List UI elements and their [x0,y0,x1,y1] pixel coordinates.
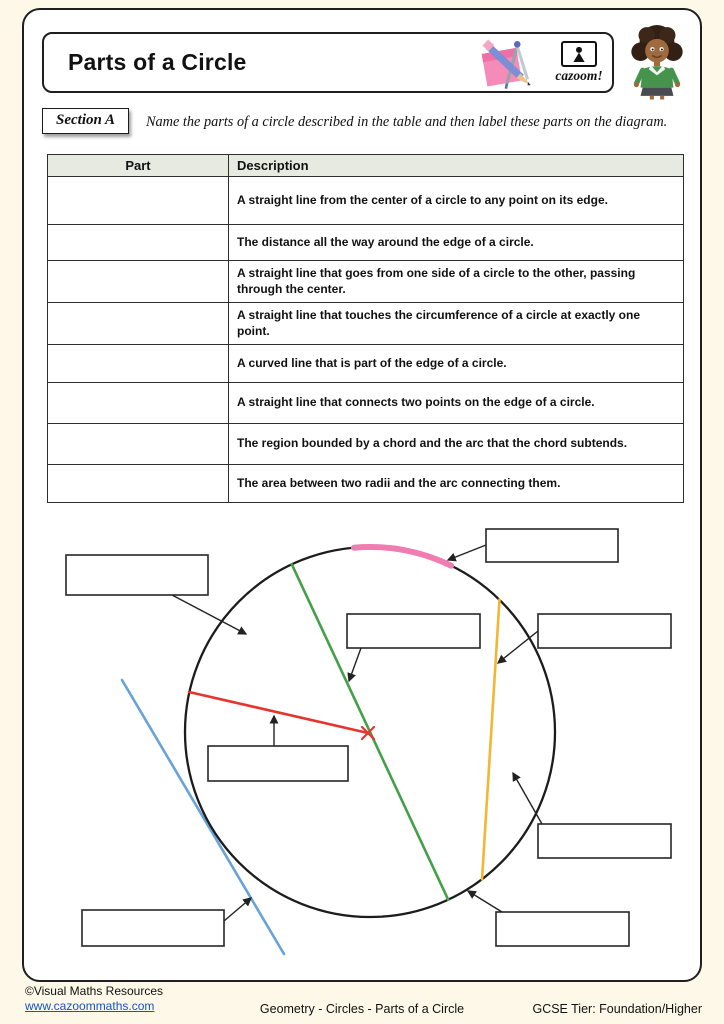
part-answer-cell [48,225,229,261]
description-cell: A straight line that connects two points on the edge of a circle. [229,383,684,424]
label-arrow-segment [513,773,542,824]
pointer-arrows [172,545,542,921]
answer-label-box [538,614,671,648]
part-answer-cell [48,261,229,303]
answer-label-box [208,746,348,781]
description-cell: A curved line that is part of the edge of a circle. [229,345,684,383]
character-shirt [641,66,674,88]
table-header-description: Description [229,155,684,177]
answer-label-box [486,529,618,562]
table-row [48,261,684,303]
table-header-row [48,155,684,177]
part-answer-cell [48,424,229,465]
description-cell: The region bounded by a chord and the arc that the chord subtends. [229,424,684,465]
footer-breadcrumb: Geometry - Circles - Parts of a Circle [259,1002,465,1016]
label-arrow-diameter [349,648,361,681]
answer-label-box [538,824,671,858]
page-title: Parts of a Circle [68,49,247,75]
stationery-icon [476,36,542,96]
table-header-part: Part [48,155,229,177]
description-cell: The area between two radii and the arc connecting them. [229,465,684,503]
table-row [48,345,684,383]
arc-highlight [354,547,451,566]
cazoom-logo [542,41,616,84]
answer-label-box [496,912,629,946]
answer-label-box [66,555,208,595]
part-answer-cell [48,177,229,225]
table-row [48,177,684,225]
student-character-illustration [624,24,690,104]
website-link[interactable]: www.cazoommaths.com [25,999,155,1014]
table-row [48,465,684,503]
cazoom-logo-text: cazoom! [555,68,603,83]
footer-tier: GCSE Tier: Foundation/Higher [532,1002,702,1016]
chord-line [482,600,500,880]
answer-label-box [347,614,480,648]
label-arrow-circumference [172,595,246,634]
table-row [48,383,684,424]
parts-table [47,154,684,503]
circle-diagram [24,507,704,969]
answer-label-box [82,910,224,946]
label-arrow-sector [468,891,502,912]
part-answer-cell [48,383,229,424]
copyright-text: ©Visual Maths Resources [25,984,164,998]
table-row [48,225,684,261]
label-arrow-chord [498,631,538,663]
label-arrow-tangent [224,898,251,921]
section-label: Section A [42,108,129,134]
part-answer-cell [48,303,229,345]
part-answer-cell [48,465,229,503]
description-cell: A straight line that goes from one side of a circle to the other, passing through the center. [229,261,684,303]
table-row [48,303,684,345]
description-cell: A straight line from the center of a circle to any point on its edge. [229,177,684,225]
worksheet-card [22,8,702,982]
character-face [645,39,669,63]
radius-line [189,692,368,733]
description-cell: The distance all the way around the edge of a circle. [229,225,684,261]
label-arrow-arc [448,545,486,560]
section-instruction: Name the parts of a circle described in the table and then label these parts on the diagram. [146,114,668,130]
part-answer-cell [48,345,229,383]
table-row [48,424,684,465]
cazoom-logo-icon [561,41,597,67]
description-cell: A straight line that touches the circumference of a circle at exactly one point. [229,303,684,345]
